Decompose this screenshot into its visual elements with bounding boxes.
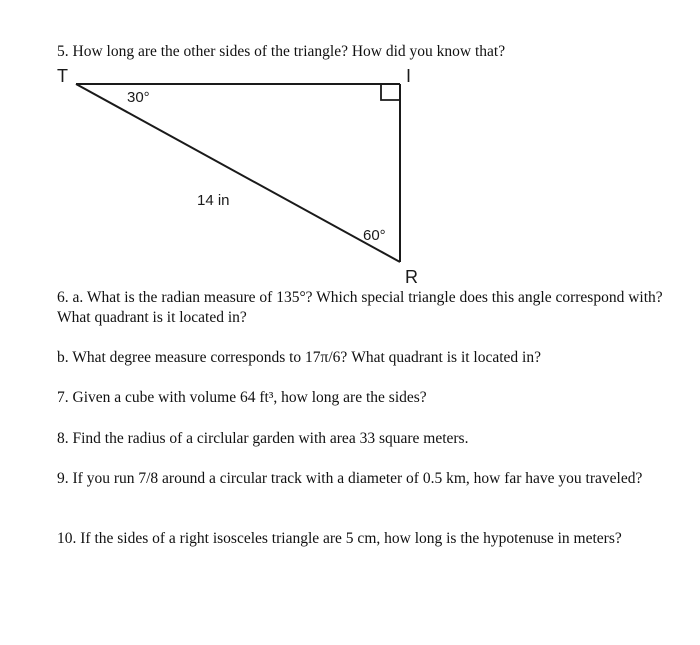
- triangle-diagram: [0, 0, 700, 290]
- question-5: 5. How long are the other sides of the triangle? How did you know that?: [57, 43, 506, 60]
- vertex-t-label: T: [57, 66, 68, 86]
- vertex-i-label: I: [406, 66, 412, 86]
- question-7: 7. Given a cube with volume 64 ft³, how long are the sides?: [57, 389, 427, 406]
- right-angle-marker: [381, 84, 400, 100]
- question-8: 8. Find the radius of a circlular garden with area 33 square meters.: [57, 430, 469, 447]
- question-6a: 6. a. What is the radian measure of 135°? Which special triangle does this angle correspond with? What quadrant is it located in?: [57, 289, 663, 326]
- angle-t-label: 30°: [127, 89, 150, 106]
- angle-r-label: 60°: [363, 227, 386, 244]
- question-9: 9. If you run 7/8 around a circular track with a diameter of 0.5 km, how far have you traveled?: [57, 470, 643, 487]
- side-tr-hypotenuse: [76, 84, 400, 262]
- question-10: 10. If the sides of a right isosceles triangle are 5 cm, how long is the hypotenuse in meters?: [57, 530, 622, 547]
- vertex-r-label: R: [405, 267, 418, 287]
- question-6b: b. What degree measure corresponds to 17π/6? What quadrant is it located in?: [57, 349, 541, 366]
- hypotenuse-label: 14 in: [197, 192, 230, 209]
